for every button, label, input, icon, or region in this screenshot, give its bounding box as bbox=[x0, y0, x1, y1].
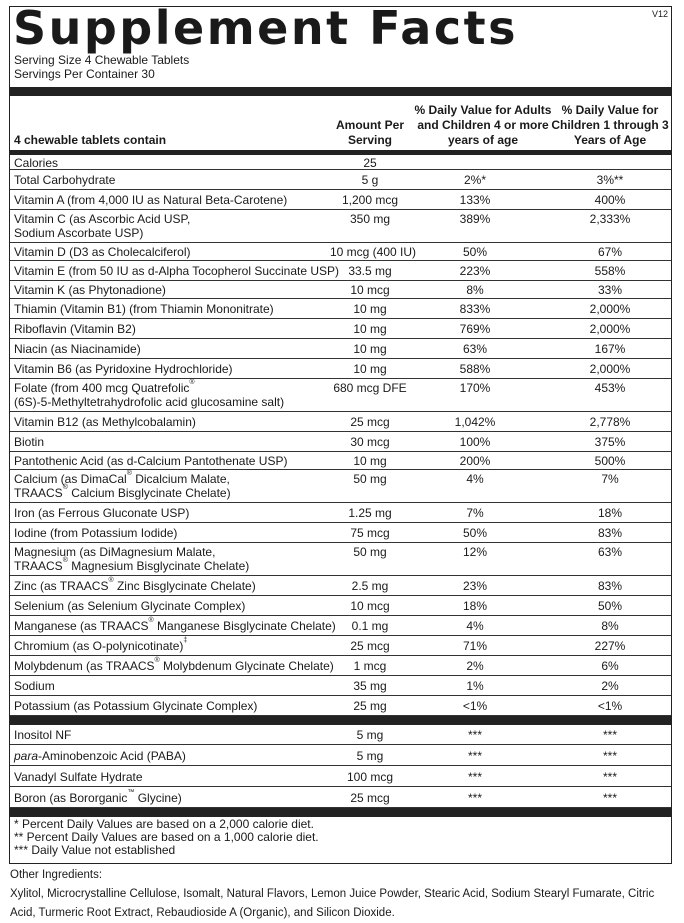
nutrient-name: Sodium bbox=[14, 679, 55, 693]
other-ingredients bbox=[10, 866, 678, 923]
column-header bbox=[10, 97, 671, 153]
serving-size: Serving Size 4 Chewable Tablets bbox=[14, 53, 190, 67]
dv-adult: 50% bbox=[462, 526, 488, 540]
dv-child: <1% bbox=[597, 699, 623, 713]
header-contain: 4 chewable tablets contain bbox=[14, 133, 167, 147]
dv-adult: 4% bbox=[466, 619, 484, 633]
dv-child: 227% bbox=[594, 639, 626, 653]
nutrient-amount: 50 mg bbox=[353, 472, 387, 486]
dv-adult: 2%* bbox=[463, 173, 486, 187]
nutrient-name: Zinc (as TRAACS® Zinc Bisglycinate Chelate) bbox=[14, 577, 256, 593]
serving-info bbox=[14, 53, 189, 81]
dv-child: 67% bbox=[597, 245, 623, 259]
nutrient-amount: 25 mcg bbox=[350, 415, 390, 429]
dv-child: 2,333% bbox=[589, 212, 631, 226]
dv-adult: 769% bbox=[459, 322, 491, 336]
nutrient-name: Iodine (from Potassium Iodide) bbox=[14, 526, 178, 540]
dv-child: 3%** bbox=[596, 173, 624, 187]
nutrient-name: Iron (as Ferrous Gluconate USP) bbox=[14, 506, 190, 520]
nutrient-row bbox=[10, 576, 671, 596]
nutrient-name: Vitamin D (D3 as Cholecalciferol) bbox=[14, 245, 191, 259]
dv-adult: 71% bbox=[462, 639, 488, 653]
nutrient-amount: 25 mg bbox=[353, 699, 387, 713]
nutrient-row bbox=[10, 725, 671, 745]
dv-adult: 4% bbox=[466, 472, 484, 486]
nutrient-amount: 10 mcg (400 IU) bbox=[330, 245, 417, 259]
nutrient-row bbox=[10, 676, 671, 696]
nutrient-amount: 0.1 mg bbox=[351, 619, 389, 633]
dv-child: 500% bbox=[594, 454, 626, 468]
footnote: ** Percent Daily Values are based on a 1,000 calorie diet. bbox=[14, 830, 319, 844]
dv-child: *** bbox=[602, 791, 617, 805]
nutrient-name: para-Aminobenzoic Acid (PABA) bbox=[14, 749, 186, 763]
nutrient-row bbox=[10, 503, 671, 523]
nutrient-name: Vitamin B6 (as Pyridoxine Hydrochloride) bbox=[14, 362, 233, 376]
nutrient-name: Thiamin (Vitamin B1) (from Thiamin Mononitrate) bbox=[14, 302, 274, 316]
nutrient-row bbox=[10, 523, 671, 543]
nutrient-name: Boron (as Bororganic™ Glycine) bbox=[14, 789, 182, 805]
nutrient-amount: 30 mcg bbox=[350, 435, 390, 449]
nutrient-row bbox=[10, 656, 671, 676]
dv-adult: 7% bbox=[466, 506, 484, 520]
nutrient-row bbox=[10, 412, 671, 432]
dv-adult: 18% bbox=[462, 599, 488, 613]
nutrient-amount: 10 mg bbox=[353, 362, 387, 376]
dv-adult: 63% bbox=[462, 342, 488, 356]
nutrient-name: Vitamin K (as Phytonadione) bbox=[14, 283, 166, 297]
dv-adult: 8% bbox=[466, 283, 484, 297]
dv-child: 375% bbox=[594, 435, 626, 449]
nutrient-row bbox=[10, 210, 671, 243]
nutrient-amount: 75 mcg bbox=[350, 526, 390, 540]
nutrient-amount: 2.5 mg bbox=[351, 579, 389, 593]
nutrient-row bbox=[10, 261, 671, 281]
dv-adult: *** bbox=[467, 749, 482, 763]
nutrient-row bbox=[10, 616, 671, 636]
footnote: *** Daily Value not established bbox=[14, 843, 176, 857]
footnote: * Percent Daily Values are based on a 2,000 calorie diet. bbox=[14, 817, 314, 831]
nutrient-name: Folate (from 400 mcg Quatrefolic® (6S)-5-Methyltetrahydrofolic acid glucosamine salt) bbox=[14, 379, 285, 409]
nutrient-row bbox=[10, 596, 671, 616]
nutrient-amount: 350 mg bbox=[349, 212, 391, 226]
panel-title: Supplement Facts bbox=[13, 1, 518, 55]
nutrient-row bbox=[10, 745, 671, 766]
footnotes bbox=[14, 818, 319, 857]
dv-adult: 100% bbox=[459, 435, 491, 449]
dv-child: 2% bbox=[601, 679, 619, 693]
dv-adult: *** bbox=[467, 791, 482, 805]
nutrient-name: Molybdenum (as TRAACS® Molybdenum Glycinate Chelate) bbox=[14, 657, 334, 673]
nutrient-row bbox=[10, 432, 671, 452]
nutrient-name: Chromium (as O-polynicotinate)‡ bbox=[14, 637, 188, 653]
nutrient-name: Manganese (as TRAACS® Manganese Bisglycinate Chelate) bbox=[14, 617, 336, 633]
dv-adult: 170% bbox=[459, 381, 491, 395]
nutrient-name: Vitamin E (from 50 IU as d-Alpha Tocopherol Succinate USP) bbox=[14, 264, 340, 278]
nutrient-name: Total Carbohydrate bbox=[14, 173, 116, 187]
nutrient-amount: 10 mg bbox=[353, 342, 387, 356]
dv-adult: 223% bbox=[459, 264, 491, 278]
nutrient-name: Riboflavin (Vitamin B2) bbox=[14, 322, 136, 336]
dv-child: 63% bbox=[597, 545, 623, 559]
thick-divider-bottom bbox=[10, 808, 671, 817]
nutrient-name: Vitamin B12 (as Methylcobalamin) bbox=[14, 415, 196, 429]
nutrient-name: Inositol NF bbox=[14, 728, 72, 742]
nutrient-row bbox=[10, 452, 671, 470]
other-nutrient-table bbox=[10, 725, 671, 808]
dv-child: 2,000% bbox=[589, 302, 631, 316]
nutrient-row bbox=[10, 339, 671, 359]
header-dv-adult: % Daily Value for Adults and Children 4 or more years of age bbox=[414, 103, 552, 147]
dv-child: 33% bbox=[597, 283, 623, 297]
nutrient-row bbox=[10, 636, 671, 656]
thick-divider-top bbox=[10, 87, 671, 96]
thick-divider-middle bbox=[10, 716, 671, 725]
dv-adult: 200% bbox=[459, 454, 491, 468]
dv-child: 83% bbox=[597, 579, 623, 593]
dv-child: 453% bbox=[594, 381, 626, 395]
dv-child: 2,000% bbox=[589, 362, 631, 376]
nutrient-amount: 25 mcg bbox=[350, 639, 390, 653]
nutrient-amount: 33.5 mg bbox=[348, 264, 392, 278]
dv-adult: 23% bbox=[462, 579, 488, 593]
dv-child: *** bbox=[602, 749, 617, 763]
nutrient-amount: 25 bbox=[363, 156, 377, 170]
nutrient-row bbox=[10, 766, 671, 787]
header-dv-child: % Daily Value for Children 1 through 3 Years of Age bbox=[551, 103, 669, 147]
supplement-facts-panel bbox=[9, 1, 672, 864]
nutrient-name: Biotin bbox=[14, 435, 45, 449]
dv-child: 2,778% bbox=[589, 415, 631, 429]
nutrient-table bbox=[10, 155, 671, 716]
nutrient-row bbox=[10, 787, 671, 808]
header-amount: Amount Per Serving bbox=[335, 118, 404, 147]
nutrient-name: Vitamin C (as Ascorbic Acid USP, Sodium Ascorbate USP) bbox=[14, 212, 191, 240]
other-ingredients-label: Other Ingredients: bbox=[10, 869, 103, 881]
dv-adult: 12% bbox=[462, 545, 488, 559]
dv-child: 18% bbox=[597, 506, 623, 520]
nutrient-amount: 5 g bbox=[361, 173, 379, 187]
dv-child: 2,000% bbox=[589, 322, 631, 336]
nutrient-row bbox=[10, 299, 671, 319]
dv-adult: 389% bbox=[459, 212, 491, 226]
nutrient-amount: 10 mg bbox=[353, 454, 387, 468]
nutrient-amount: 680 mcg DFE bbox=[333, 381, 407, 395]
nutrient-name: Niacin (as Niacinamide) bbox=[14, 342, 141, 356]
nutrient-amount: 35 mg bbox=[353, 679, 387, 693]
dv-adult: 133% bbox=[459, 193, 491, 207]
nutrient-name: Selenium (as Selenium Glycinate Complex) bbox=[14, 599, 246, 613]
dv-adult: <1% bbox=[462, 699, 488, 713]
nutrient-amount: 5 mg bbox=[356, 728, 384, 742]
dv-adult: 1% bbox=[466, 679, 484, 693]
dv-child: *** bbox=[602, 770, 617, 784]
dv-child: 400% bbox=[594, 193, 626, 207]
nutrient-amount: 10 mg bbox=[353, 322, 387, 336]
dv-adult: *** bbox=[467, 770, 482, 784]
dv-adult: 1,042% bbox=[454, 415, 496, 429]
dv-child: 167% bbox=[594, 342, 626, 356]
nutrient-row bbox=[10, 281, 671, 299]
dv-adult: 588% bbox=[459, 362, 491, 376]
nutrient-amount: 25 mcg bbox=[350, 791, 390, 805]
dv-child: 83% bbox=[597, 526, 623, 540]
nutrient-amount: 100 mcg bbox=[346, 770, 394, 784]
nutrient-name: Pantothenic Acid (as d-Calcium Pantothenate USP) bbox=[14, 454, 288, 468]
dv-child: 6% bbox=[601, 659, 619, 673]
dv-adult: *** bbox=[467, 728, 482, 742]
dv-adult: 833% bbox=[459, 302, 491, 316]
nutrient-name: Vitamin A (from 4,000 IU as Natural Beta-Carotene) bbox=[14, 193, 288, 207]
nutrient-amount: 1.25 mg bbox=[348, 506, 392, 520]
dv-child: 8% bbox=[601, 619, 619, 633]
nutrient-name: Vanadyl Sulfate Hydrate bbox=[14, 770, 143, 784]
nutrient-row bbox=[10, 359, 671, 379]
nutrient-amount: 10 mcg bbox=[350, 599, 390, 613]
dv-child: 50% bbox=[597, 599, 623, 613]
servings-per-container: Servings Per Container 30 bbox=[14, 67, 155, 81]
nutrient-name: Magnesium (as DiMagnesium Malate, TRAACS® Magnesium Bisglycinate Chelate) bbox=[14, 545, 250, 573]
nutrient-row bbox=[10, 170, 671, 190]
dv-child: *** bbox=[602, 728, 617, 742]
nutrient-name: Calories bbox=[14, 156, 59, 170]
nutrient-name: Calcium (as DimaCal® Dicalcium Malate, TRAACS® Calcium Bisglycinate Chelate) bbox=[14, 470, 231, 500]
version-code: V12 bbox=[651, 9, 668, 19]
nutrient-row bbox=[10, 470, 671, 503]
nutrient-amount: 50 mg bbox=[353, 545, 387, 559]
nutrient-amount: 5 mg bbox=[356, 749, 384, 763]
dv-child: 7% bbox=[601, 472, 619, 486]
nutrient-row bbox=[10, 243, 671, 261]
nutrient-row bbox=[10, 190, 671, 210]
nutrient-row bbox=[10, 155, 671, 170]
other-ingredients-text: Xylitol, Microcrystalline Cellulose, Isomalt, Natural Flavors, Lemon Juice Powder, Stearic Acid, Sodium Stearyl Fumarate, Citric Acid, Turmeric Root Extract, Rebaudioside A (Organic), and Silicon Dioxide. bbox=[10, 888, 655, 919]
nutrient-row bbox=[10, 319, 671, 339]
nutrient-row bbox=[10, 379, 671, 412]
dv-adult: 50% bbox=[462, 245, 488, 259]
dv-child: 558% bbox=[594, 264, 626, 278]
nutrient-name: Potassium (as Potassium Glycinate Complex) bbox=[14, 699, 258, 713]
dv-adult: 2% bbox=[466, 659, 484, 673]
nutrient-amount: 1,200 mcg bbox=[341, 193, 399, 207]
nutrient-row bbox=[10, 543, 671, 576]
nutrient-amount: 1 mcg bbox=[353, 659, 387, 673]
nutrient-amount: 10 mcg bbox=[350, 283, 390, 297]
nutrient-row bbox=[10, 696, 671, 716]
nutrient-amount: 10 mg bbox=[353, 302, 387, 316]
